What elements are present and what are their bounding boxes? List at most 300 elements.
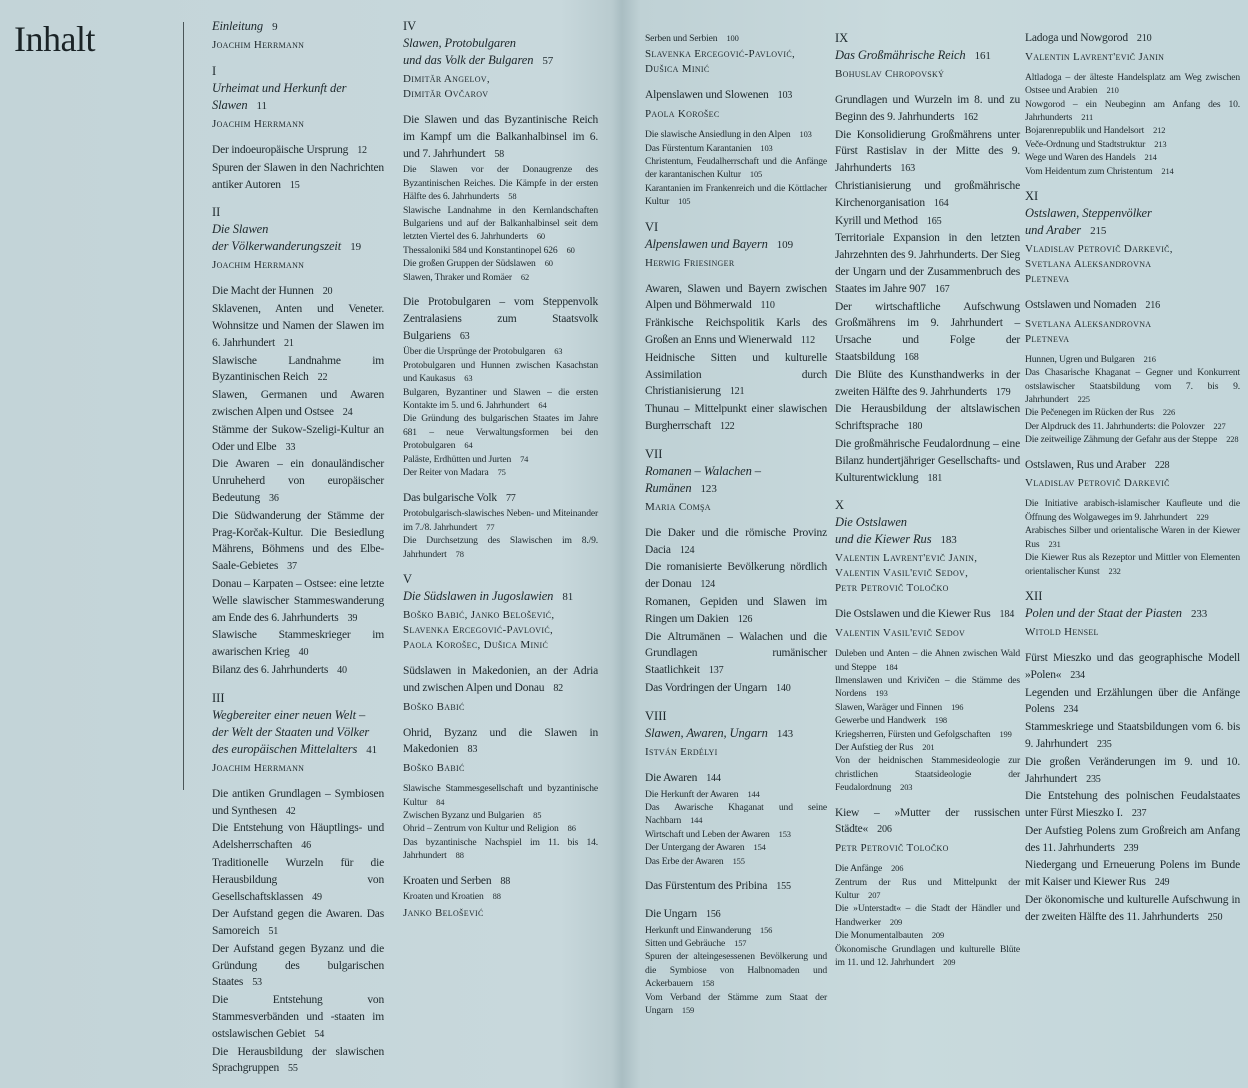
chapter-entry — [1025, 823, 1240, 858]
toc-column-1 — [212, 18, 384, 1088]
entry-text: VI — [645, 219, 659, 234]
subchapter-entry — [403, 244, 598, 257]
page-number: 214 — [1144, 152, 1157, 163]
entry-text: Paläste, Erdhütten und Jurten — [403, 453, 512, 465]
part-title — [1025, 205, 1240, 240]
chapter-entry — [835, 367, 1020, 402]
entry-text: Veče-Ordnung und Stadtstruktur — [1025, 138, 1146, 150]
author-name — [212, 258, 384, 273]
entry-text: Dimităr Angelov, Dimităr Ovčarov — [403, 73, 490, 100]
page-number: 121 — [729, 386, 745, 398]
part-numeral — [403, 571, 598, 588]
chapter-entry — [645, 906, 827, 924]
chapter-entry — [645, 401, 827, 436]
chapter-entry — [212, 786, 384, 821]
page-number: 88 — [500, 875, 511, 887]
page-number: 105 — [749, 169, 763, 180]
page-number: 83 — [467, 744, 478, 756]
page-number: 155 — [732, 855, 745, 866]
page-number: 64 — [464, 440, 473, 451]
part-numeral — [403, 18, 598, 35]
page-number: 209 — [889, 916, 903, 927]
entry-text: Das Fürstentum des Pribina — [645, 880, 768, 893]
entry-text: Kyrill und Method — [835, 214, 918, 227]
page-title: Inhalt — [14, 19, 95, 59]
page-number: 234 — [1070, 669, 1085, 681]
subchapter-entry — [645, 128, 827, 141]
entry-text: Wirtschaft und Leben der Awaren — [645, 828, 770, 840]
part-title — [212, 707, 384, 759]
chapter-entry — [645, 281, 827, 316]
page-number: 226 — [1162, 407, 1176, 418]
part-title — [212, 221, 384, 256]
author-name — [835, 551, 1020, 596]
chapter-entry — [645, 559, 827, 594]
part-numeral — [645, 219, 827, 236]
chapter-entry — [645, 629, 827, 680]
page-number: 77 — [486, 521, 495, 532]
entry-text: Das Großmährische Reich — [835, 48, 966, 62]
toc-section — [403, 294, 598, 479]
page-number: 82 — [553, 682, 564, 694]
part-title — [835, 47, 1020, 65]
author-name — [403, 608, 598, 653]
chapter-entry — [835, 299, 1020, 367]
entry-text: Slawische Stammesgesellschaft und byzantinische Kultur — [403, 783, 598, 808]
entry-text: V — [403, 571, 413, 586]
page-number: 235 — [1086, 773, 1101, 785]
chapter-entry — [1025, 892, 1240, 927]
entry-text: Spuren der Slawen in den Nachrichten antiker Autoren — [212, 161, 384, 191]
entry-text: Die slawische Ansiedlung in den Alpen — [645, 129, 791, 141]
subchapter-entry — [835, 701, 1020, 714]
page-number: 53 — [252, 977, 262, 989]
entry-text: Das Awarische Khaganat und seine Nachbarn — [645, 801, 827, 827]
chapter-entry — [212, 160, 384, 195]
entry-text: Thunau – Mittelpunkt einer slawischen Burgherrschaft — [645, 403, 827, 433]
entry-text: Zentrum der Rus und Mittelpunkt der Kultur — [835, 876, 1020, 901]
page-number: 232 — [1108, 565, 1121, 576]
entry-text: Von der heidnischen Stammesideologie zur christlichen Staatsideologie der Feudalordnung — [835, 755, 1020, 794]
entry-text: Slawen, Protobulgaren und das Volk der Bulgaren — [403, 36, 534, 67]
page-number: 60 — [536, 231, 545, 242]
page-number: 235 — [1097, 738, 1112, 750]
entry-text: Ohrid, Byzanz und die Slawen in Makedonien — [403, 726, 598, 756]
entry-text: Bulgaren, Byzantiner und Slawen – die ersten Kontakte im 5. und 6. Jahrhundert — [403, 386, 598, 412]
entry-text: Slawische Landnahme in den Kernlandschaften Bulgariens und auf der Balkanhalbinsel seit dem letzten Viertel des 6. Jahrhunderts — [403, 204, 598, 243]
toc-section — [835, 92, 1020, 487]
entry-text: Slawische Stammeskrieger im awarischen Krieg — [212, 629, 384, 659]
toc-section — [645, 87, 827, 208]
page-number: 63 — [554, 346, 563, 357]
entry-text: Donau – Karpaten – Ostsee: eine letzte Welle slawischer Stammeswanderung am Ende des 6. Jahrhunderts — [212, 577, 384, 624]
page-number: 41 — [366, 743, 378, 756]
entry-text: Die Südslawen in Jugoslawien — [403, 588, 554, 603]
page-number: 77 — [505, 492, 516, 504]
toc-section — [212, 283, 384, 679]
page-number: 214 — [1161, 165, 1174, 176]
entry-text: Witold Hensel — [1025, 625, 1099, 638]
page-number: 78 — [455, 548, 464, 559]
toc-section — [1025, 457, 1240, 578]
part-title — [645, 725, 827, 743]
entry-text: Gewerbe und Handwerk — [835, 715, 926, 727]
entry-text: Awaren, Slawen und Bayern zwischen Alpen und Böhmerwald — [645, 282, 827, 312]
entry-text: Bojarenrepublik und Handelsort — [1025, 125, 1145, 137]
entry-text: Altladoga – der älteste Handelsplatz am Weg zwischen Ostsee und Arabien — [1025, 71, 1240, 97]
chapter-entry — [1025, 297, 1240, 315]
entry-text: Heidnische Sitten und kulturelle Assimilation durch Christianisierung — [645, 351, 827, 398]
entry-text: Die Herausbildung der altslawischen Schriftsprache — [835, 403, 1020, 433]
chapter-entry — [212, 906, 384, 941]
entry-text: Die Konsolidierung Großmährens unter Fürst Rastislav in der Mitte des 9. Jahrhunderts — [835, 128, 1020, 175]
entry-text: Die Ostslawen und die Kiewer Rus — [835, 515, 932, 547]
page-number: 103 — [799, 129, 812, 140]
subchapter-entry — [645, 828, 827, 841]
entry-text: Der Alpdruck des 11. Jahrhunderts: die Polovzer — [1025, 420, 1205, 432]
entry-text: Die Herausbildung der slawischen Sprachgruppen — [212, 1045, 384, 1075]
entry-text: Die Monumentalbauten — [835, 930, 923, 942]
subchapter-entry — [835, 728, 1020, 741]
entry-text: Joachim Herrmann — [212, 761, 305, 774]
page-number: 157 — [734, 938, 747, 949]
subchapter-entry — [403, 257, 598, 270]
part-title — [1025, 605, 1240, 623]
entry-text: I — [212, 64, 217, 78]
page-number: 209 — [931, 930, 945, 941]
page-number: 179 — [995, 386, 1011, 398]
subchapter-entry — [835, 943, 1020, 970]
page-number: 64 — [538, 400, 547, 411]
chapter-entry — [645, 87, 827, 105]
toc-section — [212, 18, 384, 53]
page-number: 228 — [1154, 459, 1170, 471]
chapter-entry — [835, 127, 1020, 178]
entry-text: Wegbereiter einer neuen Welt – der Welt der Staaten und Völker des europäischen Mittelalters — [212, 707, 370, 756]
chapter-entry — [1025, 685, 1240, 720]
chapter-entry — [212, 456, 384, 507]
page-number: 37 — [287, 561, 297, 573]
chapter-entry — [835, 436, 1020, 487]
subchapter-entry — [1025, 353, 1240, 366]
page-number: 39 — [347, 612, 358, 624]
page-number: 209 — [943, 957, 956, 968]
toc-section — [645, 770, 827, 868]
entry-text: Valentin Vasil'evič Sedov — [835, 627, 966, 640]
entry-text: Legenden und Erzählungen über die Anfänge Polens — [1025, 686, 1240, 716]
toc-section — [645, 219, 827, 271]
page-number: 124 — [700, 579, 715, 591]
page-number: 155 — [776, 881, 791, 893]
subchapter-entry — [645, 937, 827, 950]
toc-section — [835, 30, 1020, 82]
entry-text: Die Entstehung von Häuptlings- und Adelsherrschaften — [212, 822, 384, 852]
toc-column-5 — [1025, 30, 1240, 937]
entry-text: Die großmährische Feudalordnung – eine Bilanz hundertjähriger Gesellschafts- und Kulturentwicklung — [835, 437, 1020, 484]
chapter-entry — [645, 878, 827, 896]
toc-section — [645, 32, 827, 77]
author-name — [645, 745, 827, 760]
entry-text: X — [835, 498, 845, 513]
toc-section — [645, 708, 827, 760]
subchapter-entry — [403, 359, 598, 386]
page-number: 60 — [566, 244, 575, 255]
page-number: 11 — [256, 100, 267, 112]
entry-text: Vladislav Petrovič Darkevič — [1025, 477, 1170, 490]
page-number: 212 — [1153, 125, 1166, 136]
toc-section — [212, 690, 384, 776]
page-number: 86 — [567, 823, 576, 834]
toc-section — [1025, 30, 1240, 178]
toc-section — [1025, 650, 1240, 927]
entry-text: Vom Heidentum zum Christentum — [1025, 165, 1153, 177]
chapter-entry — [835, 213, 1020, 231]
chapter-entry — [212, 283, 384, 301]
subchapter-entry — [1025, 551, 1240, 578]
entry-text: Arabisches Silber und orientalische Waren in der Kiewer Rus — [1025, 525, 1240, 550]
page-number: 24 — [342, 406, 353, 418]
subchapter-entry — [1025, 151, 1240, 164]
entry-text: Das Fürstentum Karantanien — [645, 142, 752, 154]
entry-text: Svetlana Aleksandrovna Pletneva — [1025, 317, 1152, 345]
author-name — [1025, 317, 1240, 347]
entry-text: Hunnen, Ugren und Bulgaren — [1025, 353, 1135, 365]
subchapter-entry — [403, 204, 598, 244]
subchapter-entry — [1025, 98, 1240, 125]
entry-text: XI — [1025, 189, 1039, 204]
author-name — [1025, 476, 1240, 491]
chapter-entry — [212, 301, 384, 352]
entry-text: Janko Belošević — [403, 906, 484, 919]
author-name — [212, 761, 384, 776]
part-title — [645, 236, 827, 254]
chapter-entry — [403, 112, 598, 163]
chapter-entry — [212, 353, 384, 388]
entry-text: Zwischen Byzanz und Bulgarien — [403, 809, 525, 821]
chapter-entry — [645, 525, 827, 560]
entry-text: Die Anfänge — [835, 863, 883, 875]
toc-column-2 — [403, 18, 598, 931]
page-number: 225 — [1077, 394, 1090, 405]
page-number: 15 — [289, 179, 300, 191]
author-name — [1025, 625, 1240, 640]
toc-section — [403, 725, 598, 863]
page-number: 33 — [285, 441, 296, 453]
chapter-entry — [1025, 650, 1240, 685]
entry-text: Slawen, Thraker und Romäer — [403, 271, 512, 283]
page-number: 137 — [708, 665, 724, 677]
chapter-entry — [1025, 457, 1240, 475]
entry-text: Petr Petrovič Toločko — [835, 842, 949, 855]
entry-text: Ohrid – Zentrum von Kultur und Religion — [403, 823, 559, 835]
toc-section — [1025, 188, 1240, 287]
entry-text: Die Blüte des Kunsthandwerks in der zweiten Hälfte des 9. Jahrhunderts — [835, 368, 1020, 398]
entry-text: Der indoeuropäische Ursprung — [212, 144, 349, 156]
entry-text: Vladislav Petrovič Darkevič, Svetlana Aleksandrovna Pletneva — [1025, 243, 1173, 286]
subchapter-entry — [403, 534, 598, 561]
author-name — [645, 256, 827, 271]
entry-text: Die Kiewer Rus als Rezeptor und Mittler von Elementen orientalischer Kunst — [1025, 552, 1240, 577]
page-number: 203 — [900, 782, 913, 793]
page-number: 198 — [934, 715, 947, 726]
entry-text: Ostslawen, Rus und Araber — [1025, 458, 1146, 471]
page-number: 144 — [690, 815, 703, 826]
entry-text: Slawische Landnahme im Byzantinischen Reich — [212, 354, 384, 384]
chapter-entry — [212, 508, 384, 576]
entry-text: Territoriale Expansion in den letzten Jahrzehnten des 9. Jahrhunderts. Der Sieg der Ungarn und der Zusammenbruch des Staates im Jahre 907 — [835, 232, 1020, 295]
entry-text: Christentum, Feudalherrschaft und die Anfänge der karantanischen Kultur — [645, 156, 827, 181]
entry-text: Thessaloniki 584 und Konstantinopel 626 — [403, 244, 558, 256]
entry-text: Protobulgarisch-slawisches Neben- und Miteinander im 7./8. Jahrhundert — [403, 508, 598, 533]
page-number: 55 — [288, 1063, 298, 1075]
chapter-entry — [212, 662, 384, 680]
page-number: 153 — [778, 828, 791, 839]
page-number: 193 — [875, 688, 888, 699]
page-number: 42 — [285, 805, 296, 817]
page-number: 103 — [777, 90, 793, 102]
entry-text: Boško Babić — [403, 762, 465, 775]
entry-text: Über die Ursprünge der Protobulgaren — [403, 346, 546, 358]
page-number: 213 — [1154, 138, 1167, 149]
entry-text: Urheimat und Herkunft der Slawen — [212, 81, 347, 112]
entry-text: Boško Babić, Janko Belošević, Slavenka Ercegović-Pavlović, Paola Korošec, Dušica Minić — [403, 608, 555, 651]
entry-text: Stammeskriege und Staatsbildungen vom 6. bis 9. Jahrhundert — [1025, 721, 1240, 750]
subchapter-entry — [403, 386, 598, 413]
chapter-entry — [835, 230, 1020, 298]
chapter-entry — [403, 725, 598, 760]
toc-section — [212, 204, 384, 273]
page-number: 207 — [868, 890, 881, 900]
part-numeral — [212, 690, 384, 707]
entry-text: Spuren der alteingesessenen Bevölkerung und die Symbiose von Halbnomaden und Ackerbauern — [645, 951, 827, 990]
page-number: 156 — [705, 908, 721, 920]
toc-column-3 — [645, 32, 827, 1027]
subchapter-entry — [835, 876, 1020, 903]
entry-text: Der Aufstand gegen Byzanz und die Gründung des bulgarischen Staates — [212, 942, 384, 989]
entry-text: Nowgorod – ein Neubeginn am Anfang des 10. Jahrhunderts — [1025, 98, 1240, 124]
chapter-entry — [212, 422, 384, 457]
chapter-entry — [645, 350, 827, 401]
author-name — [645, 107, 827, 122]
subchapter-entry — [835, 647, 1020, 674]
author-name — [645, 500, 827, 515]
chapter-entry — [645, 770, 827, 788]
chapter-entry — [403, 663, 598, 698]
entry-text: Die Awaren – ein donauländischer Unruheherd von europäischer Bedeutung — [212, 458, 384, 504]
page-number: 234 — [1063, 704, 1079, 716]
page-number: 81 — [562, 590, 574, 603]
subchapter-entry — [403, 809, 598, 822]
toc-section — [835, 497, 1020, 596]
entry-text: Vom Verband der Stämme zum Staat der Ungarn — [645, 991, 827, 1017]
page-number: 19 — [350, 241, 361, 254]
chapter-entry — [212, 627, 384, 662]
page-number: 163 — [900, 163, 915, 175]
entry-text: IX — [835, 31, 849, 45]
entry-text: Herkunft und Einwanderung — [645, 924, 752, 936]
subchapter-entry — [645, 924, 827, 937]
chapter-entry — [645, 594, 827, 629]
author-name — [403, 906, 598, 921]
entry-text: Protobulgaren und Hunnen zwischen Kasachstan und Kaukasus — [403, 359, 598, 385]
part-numeral — [1025, 188, 1240, 205]
entry-text: Kiew – »Mutter der russischen Städte« — [835, 806, 1020, 836]
entry-text: Karantanien im Frankenreich und die Köttlacher Kultur — [645, 182, 827, 208]
page-number: 58 — [508, 191, 517, 202]
toc-section — [645, 446, 827, 515]
page-number: 237 — [1131, 808, 1147, 820]
chapter-entry — [212, 576, 384, 627]
page-number: 75 — [497, 467, 506, 478]
page-number: 12 — [357, 145, 367, 156]
page-number: 112 — [800, 335, 816, 347]
part-title — [403, 35, 598, 70]
toc-section — [403, 112, 598, 284]
entry-text: Duleben und Anten – die Ahnen zwischen Wald und Steppe — [835, 648, 1020, 673]
page-number: 100 — [726, 33, 739, 43]
chapter-entry — [212, 992, 384, 1043]
toc-section — [835, 805, 1020, 970]
toc-column-4 — [835, 30, 1020, 979]
page-number: 184 — [999, 609, 1015, 621]
entry-text: Die Herkunft der Awaren — [645, 788, 739, 800]
entry-text: Ostslawen, Steppenvölker und Araber — [1025, 206, 1152, 238]
page-number: 22 — [317, 372, 328, 384]
page-number: 231 — [1048, 538, 1061, 549]
subchapter-entry — [1025, 366, 1240, 406]
chapter-entry — [835, 401, 1020, 436]
page-number: 20 — [322, 286, 333, 298]
page-number: 105 — [678, 196, 691, 207]
subchapter-entry — [645, 841, 827, 854]
toc-section — [212, 786, 384, 1079]
page-number: 181 — [927, 472, 943, 484]
toc-section — [403, 490, 598, 561]
entry-text: Slawen, Germanen und Awaren zwischen Alpen und Ostsee — [212, 389, 384, 418]
chapter-entry — [835, 178, 1020, 213]
subchapter-entry — [835, 714, 1020, 727]
entry-text: Die zeitweilige Zähmung der Gefahr aus der Steppe — [1025, 434, 1218, 446]
entry-text: Die Slawen und das Byzantinische Reich im Kampf um die Balkanhalbinsel im 6. und 7. Jahrhundert — [403, 114, 598, 160]
subchapter-entry — [1025, 71, 1240, 98]
toc-section — [1025, 297, 1240, 447]
page-number: 206 — [877, 824, 892, 836]
chapter-entry — [212, 855, 384, 906]
page-number: 158 — [701, 978, 715, 989]
entry-text: Ladoga und Nowgorod — [1025, 32, 1128, 44]
entry-text: Die großen Veränderungen im 9. und 10. Jahrhundert — [1025, 755, 1240, 785]
entry-text: Joachim Herrmann — [212, 259, 305, 272]
toc-section — [212, 142, 384, 194]
author-name — [403, 700, 598, 715]
toc-section — [1025, 588, 1240, 640]
entry-text: Das byzantinische Nachspiel im 11. bis 14. Jahrhundert — [403, 836, 598, 862]
toc-section — [212, 63, 384, 132]
author-name — [1025, 242, 1240, 287]
page-number: 88 — [455, 850, 464, 861]
entry-text: Romanen – Walachen – Rumänen — [645, 463, 761, 495]
subchapter-entry — [403, 271, 598, 284]
subchapter-entry — [645, 32, 827, 45]
subchapter-entry — [835, 754, 1020, 794]
page-number: 143 — [776, 727, 794, 740]
page-number: 210 — [1106, 85, 1119, 96]
entry-text: III — [212, 690, 225, 705]
chapter-entry — [835, 805, 1020, 840]
subchapter-entry — [1025, 138, 1240, 151]
entry-text: Das Vordringen der Ungarn — [645, 681, 768, 694]
entry-text: Kroaten und Serben — [403, 874, 492, 887]
